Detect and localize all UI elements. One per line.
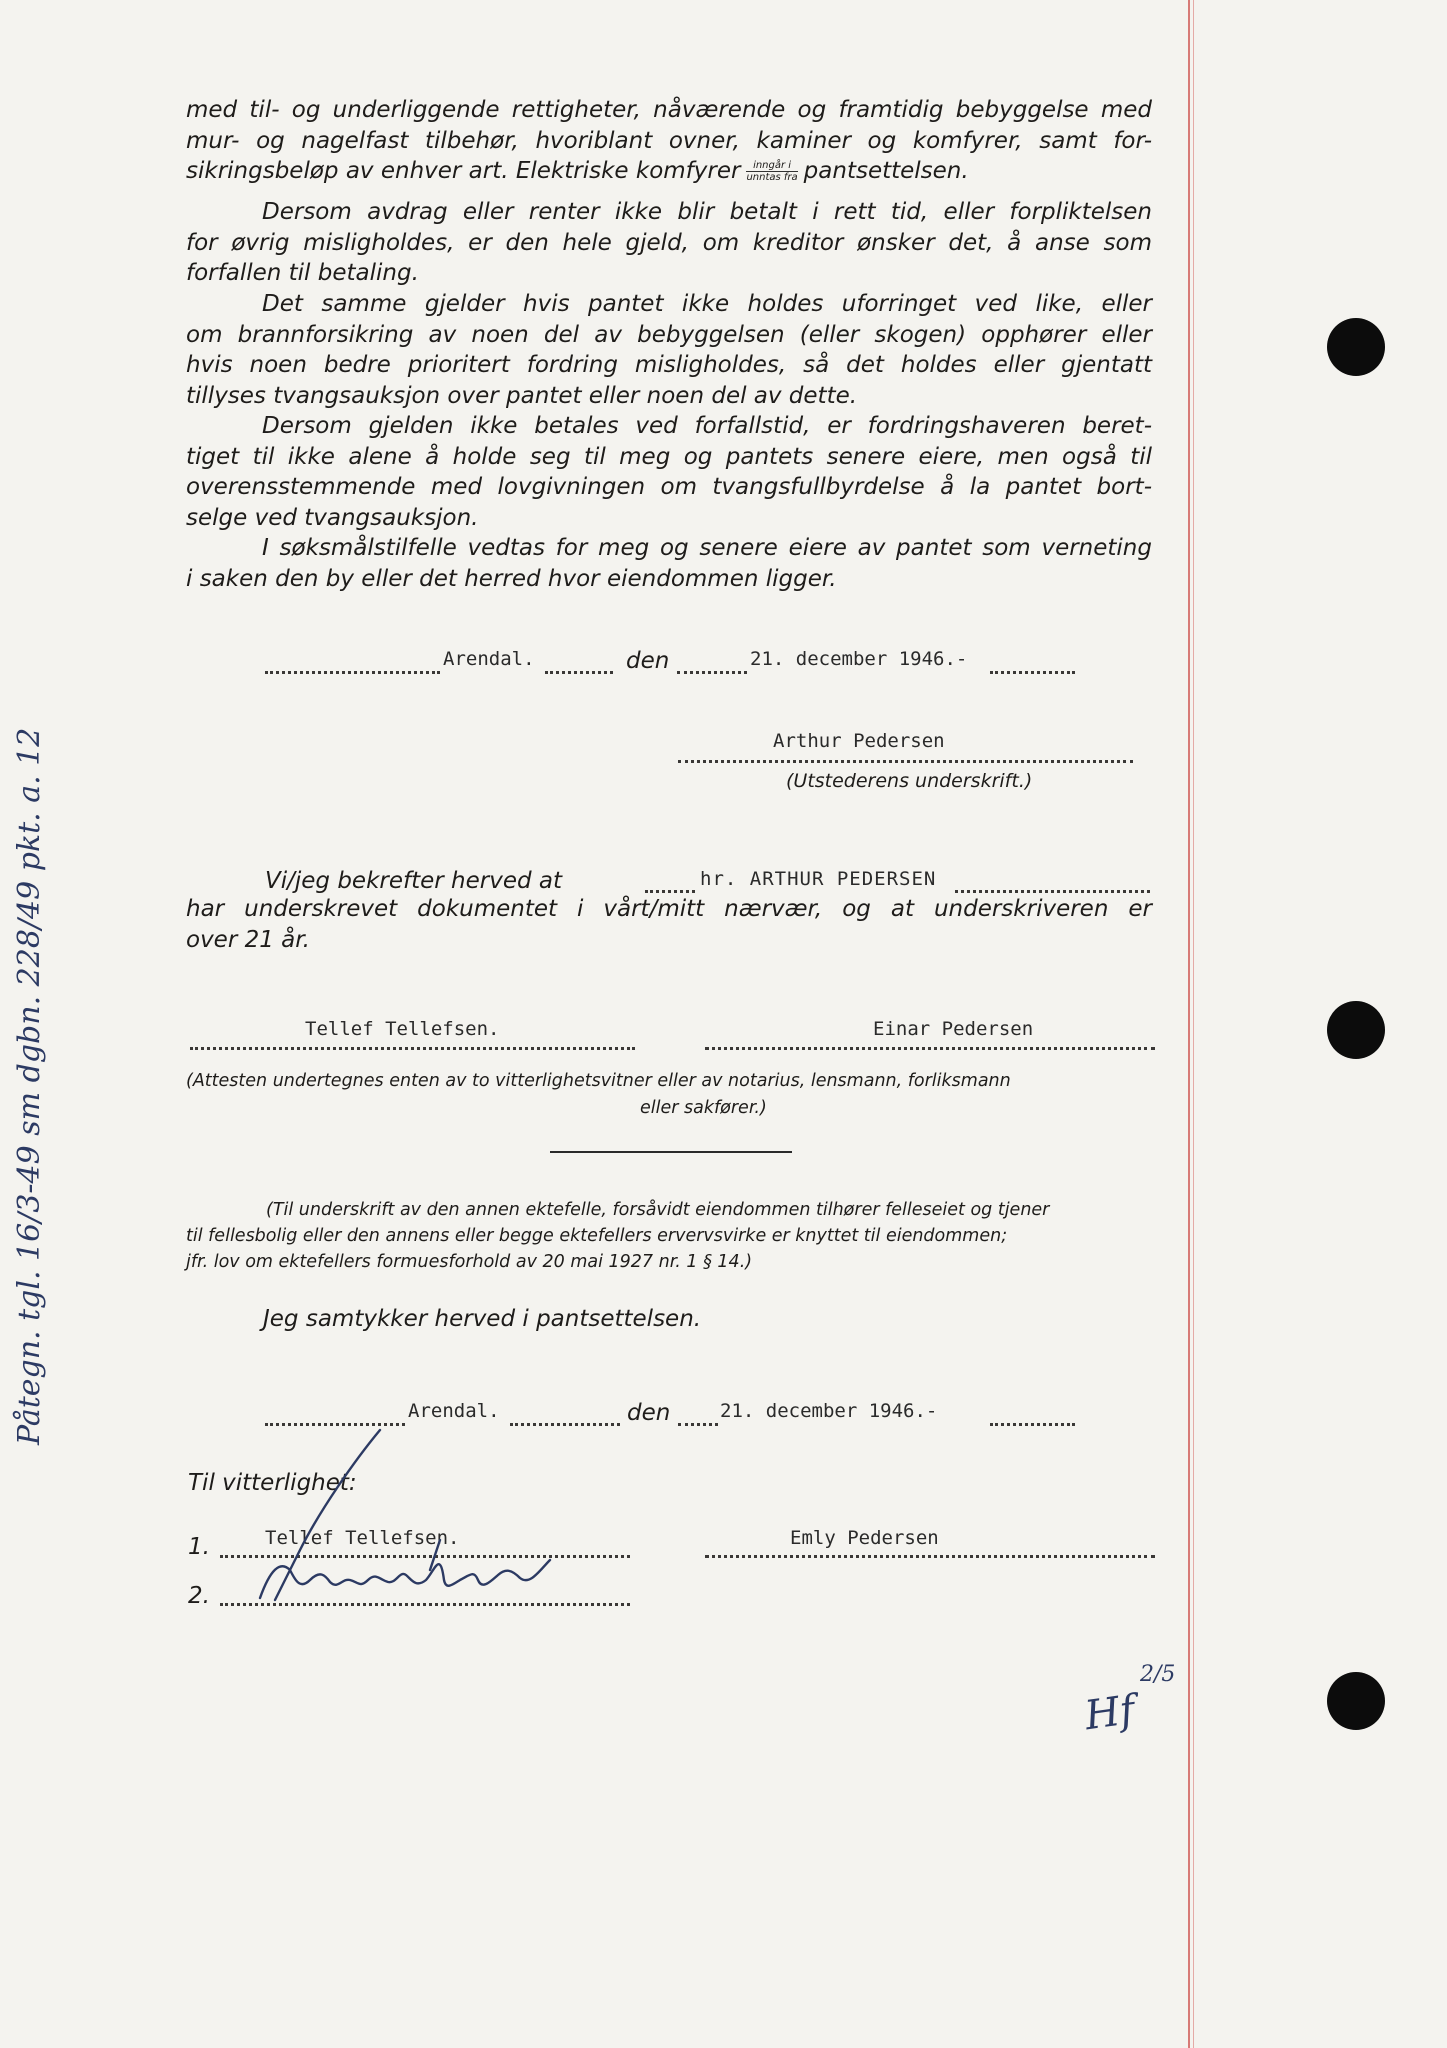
witness-1-name: Tellef Tellefsen.	[305, 1018, 500, 1040]
paragraph-5	[186, 533, 1152, 594]
paragraph-3	[186, 289, 1152, 411]
witness-1-line	[190, 1047, 635, 1050]
confirmation-text	[186, 894, 1152, 955]
paragraph-2-line-3: forfallen til betaling.	[186, 260, 419, 287]
witness-number-2: 2.	[188, 1583, 210, 1609]
spouse-name: Emly Pedersen	[790, 1527, 939, 1549]
punch-hole-middle	[1327, 1001, 1385, 1059]
issuer-caption: (Utstederens underskrift.)	[786, 770, 1033, 792]
spouse-note-line-3: jfr. lov om ektefellers formuesforhold av 20 mai 1927 nr. 1 § 14.)	[186, 1252, 753, 1272]
paragraph-1-line-1: med til- og underliggende rettigheter, nåværende og framtidig bebyggelse med	[186, 97, 1152, 123]
paragraph-4	[186, 411, 1152, 533]
margin-annotation: Påtegn. tgl. 16/3-49 sm dgbn. 228/49 pkt. a. 12	[12, 727, 47, 1445]
paragraph-4-line-1: Dersom gjelden ikke betales ved forfallstid, er fordringshaveren beret-	[262, 413, 1152, 439]
paragraph-4-line-4: selge ved tvangsauksjon.	[186, 504, 479, 531]
den-2: den	[627, 1400, 671, 1426]
paragraph-4-line-3: overensstemmende med lovgivningen om tvangsfullbyrdelse å la pantet bort-	[186, 474, 1152, 501]
witness-label: Til vitterlighet:	[188, 1470, 357, 1496]
punch-hole-bottom	[1327, 1672, 1385, 1730]
consent-text: Jeg samtykker herved i pantsettelsen.	[263, 1306, 702, 1332]
paragraph-5-line-2: i saken den by eller det herred hvor eiendommen ligger.	[186, 565, 837, 592]
place-2: Arendal.	[408, 1400, 500, 1422]
paragraph-2	[186, 197, 1152, 289]
paragraph-1	[186, 95, 1152, 187]
attestation-caption-line-2: eller sakfører.)	[640, 1098, 767, 1118]
confirmation-line-3: over 21 år.	[186, 926, 310, 953]
issuer-name: Arthur Pedersen	[773, 730, 945, 752]
paragraph-1-line-3: sikringsbeløp av enhver art. Elektriske komfyrer $\frac{\text{inngår i}}{\text{unntas fra}}$ pantsettelsen.	[186, 158, 969, 185]
paragraph-2-line-1: Dersom avdrag eller renter ikke blir betalt i rett tid, eller forpliktelsen	[262, 199, 1152, 225]
attestation-caption-line-1: (Attesten undertegnes enten av to vitterlighetsvitner eller av notarius, lensmann, forliksmann	[186, 1071, 1011, 1091]
margin-rule	[1188, 0, 1190, 2048]
paragraph-5-line-1: I søksmålstilfelle vedtas for meg og senere eiere av pantet som verneting	[262, 535, 1152, 561]
witness-1b-name: Tellef Tellefsen.	[265, 1527, 460, 1549]
spouse-note-line-2: til fellesbolig eller den annens eller begge ektefellers ervervsvirke er knyttet til eiendommen;	[186, 1226, 1008, 1246]
issuer-signature-line	[678, 760, 1133, 763]
margin-rule-secondary	[1193, 0, 1194, 2048]
den-1: den	[626, 648, 670, 674]
handwritten-signature	[230, 1420, 650, 1620]
paragraph-3-line-2: om brannforsikring av noen del av bebyggelsen (eller skogen) opphører eller	[186, 321, 1152, 348]
confirmed-signer-name: hr. ARTHUR PEDERSEN	[700, 868, 937, 890]
witness-2-name: Einar Pedersen	[873, 1018, 1034, 1040]
place-1: Arendal.	[443, 648, 535, 670]
section-divider	[550, 1151, 792, 1153]
included-excluded-fraction: $\frac{\text{inngår i}}{\text{unntas fra}}$	[746, 160, 798, 184]
spouse-note-line-1: (Til underskrift av den annen ektefelle, forsåvidt eiendommen tilhører felleseiet og tjener	[266, 1200, 1050, 1220]
witness-number-1: 1.	[188, 1534, 210, 1560]
confirmation-intro: Vi/jeg bekrefter herved at	[265, 868, 563, 894]
spouse-signature-line	[705, 1555, 1155, 1558]
confirmation-line-2: har underskrevet dokumentet i vårt/mitt nærvær, og at underskriveren er	[186, 896, 1152, 922]
witness-2-line	[705, 1047, 1155, 1050]
paragraph-3-line-3: hvis noen bedre prioritert fordring misligholdes, så det holdes eller gjentatt	[186, 352, 1152, 379]
paragraph-2-line-2: for øvrig misligholdes, er den hele gjeld, om kreditor ønsker det, å anse som	[186, 229, 1152, 256]
clerk-initials: Hf	[1082, 1686, 1138, 1740]
date-1: 21. december 1946.-	[750, 648, 968, 670]
paragraph-3-line-1: Det samme gjelder hvis pantet ikke holdes uforringet ved like, eller	[262, 291, 1152, 317]
clerk-initials-date: 2/5	[1140, 1662, 1176, 1687]
paragraph-3-line-4: tillyses tvangsauksjon over pantet eller noen del av dette.	[186, 382, 858, 409]
paragraph-4-line-2: tiget til ikke alene å holde seg til meg og pantets senere eiere, men også til	[186, 443, 1152, 470]
paragraph-1-line-2: mur- og nagelfast tilbehør, hvoriblant ovner, kaminer og komfyrer, samt for-	[186, 127, 1152, 154]
date-2: 21. december 1946.-	[720, 1400, 938, 1422]
punch-hole-top	[1327, 318, 1385, 376]
